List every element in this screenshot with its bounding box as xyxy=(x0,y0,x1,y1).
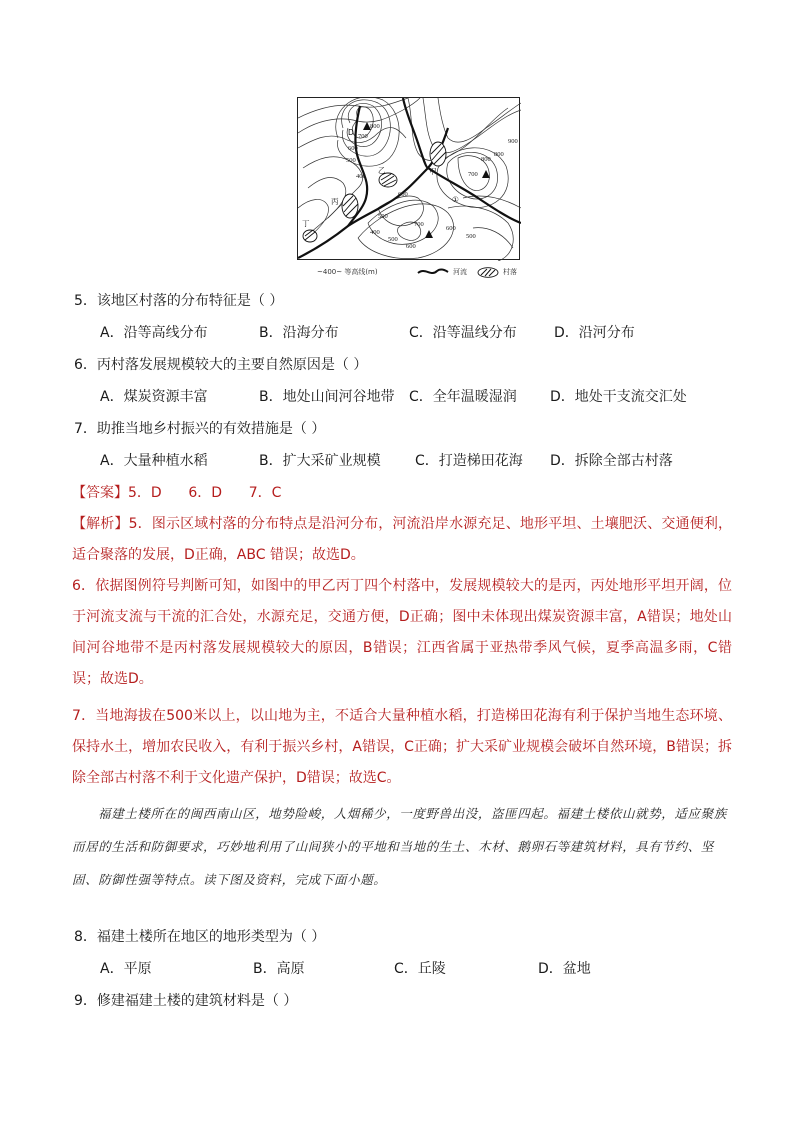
point-label-d: D xyxy=(348,128,354,137)
legend-village-symbol xyxy=(477,267,499,278)
contour-label: 600 xyxy=(446,225,456,232)
village-label-yi: 乙 xyxy=(378,166,386,175)
question-7-option-c[interactable]: C．打造梯田花海 xyxy=(415,453,523,469)
contour-label: 800 xyxy=(494,151,504,158)
village-label-ding: 丁 xyxy=(302,219,310,228)
contour-label: 600 xyxy=(398,191,408,198)
contour-map-figure xyxy=(297,97,522,282)
question-6-option-c[interactable]: C．全年温暖湿润 xyxy=(409,389,517,405)
legend-river: 河流 xyxy=(453,268,467,276)
analysis-paragraph-6: 6．依据图例符号判断可知，如图中的甲乙丙丁四个村落中，发展规模较大的是丙，丙处地形平坦开阔，位于河流支流与干流的汇合处，水源充足，交通方便，D正确；图中未体现出煤炭资源丰富，A错误；地处山间河谷地带不是丙村落发展规模较大的原因，B错误；江西省属于亚热带季风气候，夏季高温多雨，C错误；故选D。 xyxy=(72,578,732,687)
reading-material: 福建土楼所在的闽西南山区，地势险峻，人烟稀少，一度野兽出没，盗匪四起。福建土楼依山就势，适应聚族而居的生活和防御要求，巧妙地利用了山间狭小的平地和当地的生土、木材、鹅卵石等建筑材料，具有节约、坚固、防御性强等特点。读下图及资料，完成下面小题。 xyxy=(72,806,727,887)
contour-label: 500 xyxy=(378,213,388,220)
question-8-option-b[interactable]: B．高原 xyxy=(253,961,305,977)
legend-river-symbol xyxy=(417,267,449,277)
contour-label: 500 xyxy=(466,233,476,240)
legend-contour: ~400~ 等高线(m) xyxy=(317,268,378,276)
point-label-1: ① xyxy=(452,195,459,204)
contour-label: 800 xyxy=(481,156,491,163)
question-5-option-c[interactable]: C．沿等温线分布 xyxy=(409,325,517,341)
question-5-option-d[interactable]: D．沿河分布 xyxy=(554,325,635,341)
contour-label: 800 xyxy=(370,123,380,130)
analysis-paragraph-5 xyxy=(72,509,732,571)
answer-line xyxy=(72,483,281,503)
contour-label: 700 xyxy=(468,171,478,178)
contour-label: 500 xyxy=(346,157,356,164)
contour-label: 400 xyxy=(370,229,380,236)
question-8-stem: 8．福建土楼所在地区的地形类型为（ ） xyxy=(74,929,326,945)
analysis-paragraph-7: 7．当地海拔在500米以上，以山地为主，不适合大量种植水稻，打造梯田花海有利于保护当地生态环境、保持水土，增加农民收入，有利于振兴乡村，A错误，C正确；扩大采矿业规模会破坏自然环境，B错误；拆除全部古村落不利于文化遗产保护，D错误；故选C。 xyxy=(72,708,732,786)
village-label-jia: 甲 xyxy=(429,167,437,176)
contour-label: 500 xyxy=(388,236,398,243)
question-7-option-b[interactable]: B．扩大采矿业规模 xyxy=(259,453,381,469)
question-6-stem: 6．丙村落发展规模较大的主要自然原因是（ ） xyxy=(74,357,368,373)
question-6-option-b[interactable]: B．地处山间河谷地带 xyxy=(259,389,395,405)
question-5-stem: 5．该地区村落的分布特征是（ ） xyxy=(74,293,284,309)
map-legend xyxy=(317,267,522,279)
contour-label: 900 xyxy=(508,138,518,145)
village-label-bing: 丙 xyxy=(331,197,339,206)
contour-map-drawing xyxy=(298,98,521,261)
question-6-option-a[interactable]: A．煤炭资源丰富 xyxy=(100,389,208,405)
contour-map xyxy=(297,97,520,260)
contour-label: 700 xyxy=(358,133,368,140)
legend-village: 村落 xyxy=(503,268,517,276)
contour-label: 600 xyxy=(406,243,416,250)
question-7-stem: 7．助推当地乡村振兴的有效措施是（ ） xyxy=(74,421,326,437)
question-6-option-d[interactable]: D．地处干支流交汇处 xyxy=(550,389,687,405)
question-8-option-c[interactable]: C．丘陵 xyxy=(394,961,446,977)
contour-label: 600 xyxy=(348,145,358,152)
answer-tag: 【答案】 xyxy=(72,485,128,501)
analysis-text-5: 5．图示区域村落的分布特点是沿河分布，河流沿岸水源充足、地形平坦、土壤肥沃、交通便利，适合聚落的发展，D正确，ABC 错误；故选D。 xyxy=(72,516,733,563)
question-7-option-d[interactable]: D．拆除全部古村落 xyxy=(550,453,673,469)
contour-label: 700 xyxy=(414,221,424,228)
question-9-stem: 9．修建福建土楼的建筑材料是（ ） xyxy=(74,993,298,1009)
question-7-option-a[interactable]: A．大量种植水稻 xyxy=(100,453,208,469)
analysis-tag: 【解析】 xyxy=(72,516,129,532)
question-5-option-b[interactable]: B．沿海分布 xyxy=(259,325,339,341)
answer-items: 5．D 6．D 7．C xyxy=(128,485,282,501)
question-8-option-d[interactable]: D．盆地 xyxy=(538,961,591,977)
question-8-option-a[interactable]: A．平原 xyxy=(100,961,152,977)
contour-label: 400 xyxy=(356,173,366,180)
question-5-option-a[interactable]: A．沿等高线分布 xyxy=(100,325,208,341)
